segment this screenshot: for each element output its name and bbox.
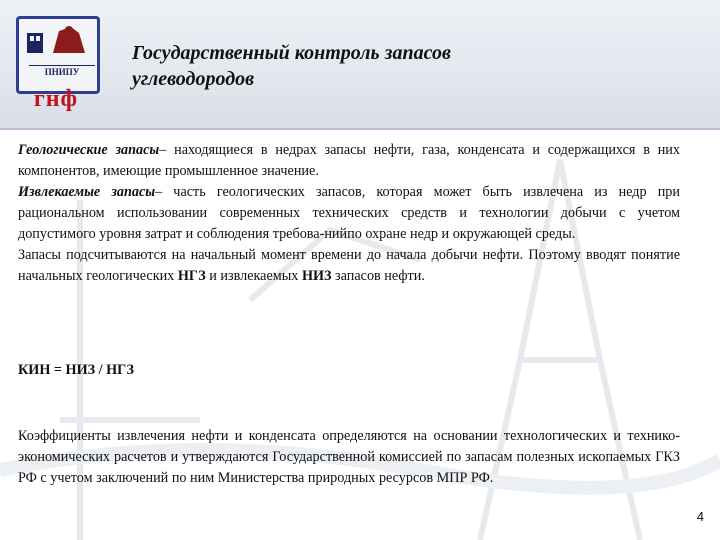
paragraph-reserves-calculation: [18, 245, 680, 287]
paragraph-recoverable-reserves: [18, 182, 680, 245]
paragraph-recovery-coefficients: Коэффициенты извлечения нефти и конденсата определяются на основании технологических и технико-экономических расчетов и утверждаются Государственной комиссией по запасам полезных ископаемых ГКЗ РФ с учетом заключений по ним Министерства природных ресурсов МПР РФ.: [18, 428, 680, 486]
def-recoverable-reserves: – часть геологических запасов, которая может быть извлечена из недр при рациональном использовании современных технических средств и технологии добычи с учетом допустимого уровня затрат и соблюдения требова-нийпо охране недр и окружающей среды.: [18, 184, 680, 242]
calc-text-3: запасов нефти.: [331, 268, 425, 284]
logo-emblem: [16, 16, 100, 94]
header-divider: [0, 128, 720, 130]
paragraph-geological-reserves: [18, 140, 680, 182]
abbr-ngz: НГЗ: [177, 268, 206, 284]
emblem-icon: [19, 19, 97, 63]
term-geological-reserves: Геологические запасы: [18, 142, 160, 158]
page-title: [132, 40, 652, 92]
calc-text-2: и извлекаемых: [205, 268, 302, 284]
calc-text-1: Запасы подсчитываются на начальный момент времени до начала добычи нефти. Поэтому вводят понятие начальных геологических: [18, 247, 680, 284]
university-logo: [12, 16, 100, 112]
title-line-1: Государственный контроль запасов: [132, 42, 451, 64]
logo-university-name: ПНИПУ: [29, 65, 95, 77]
def-geological-reserves: – находящиеся в недрах запасы нефти, газа, конденсата и содержащихся в них компонентов, имеющие промышленное значение.: [18, 142, 680, 179]
term-recoverable-reserves: Извлекаемые запасы: [18, 184, 156, 200]
kin-formula: КИН = НИЗ / НГЗ: [18, 362, 135, 378]
definitions-text: [18, 140, 680, 287]
logo-faculty-text: гнф: [33, 86, 79, 112]
header: [0, 0, 720, 128]
page-number: 4: [696, 509, 704, 524]
abbr-niz: НИЗ: [301, 268, 332, 284]
title-line-2: углеводородов: [132, 68, 255, 90]
